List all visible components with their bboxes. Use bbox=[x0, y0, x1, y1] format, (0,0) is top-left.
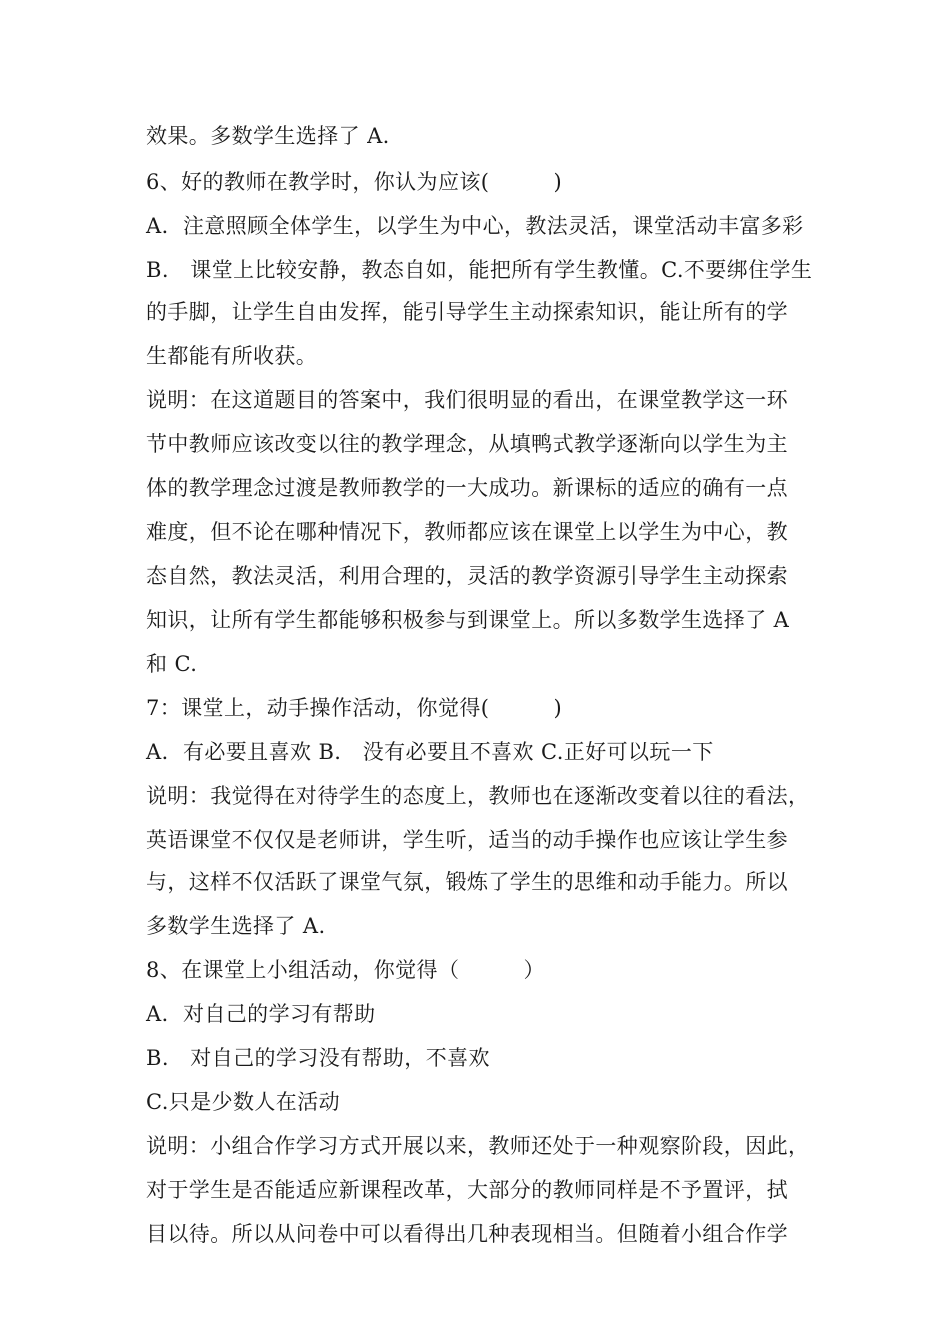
text-line: 体的教学理念过渡是教师教学的一大成功。新课标的适应的确有一点 bbox=[146, 476, 788, 500]
option-c: C.只是少数人在活动 bbox=[146, 1090, 340, 1114]
options-7: A．有必要且喜欢 B. 没有必要且不喜欢 C.正好可以玩一下 bbox=[146, 740, 714, 764]
text-line: 的手脚，让学生自由发挥，能引导学生主动探索知识，能让所有的学 bbox=[146, 300, 788, 324]
text-line: 和 C. bbox=[146, 652, 198, 676]
text-line: 难度，但不论在哪种情况下，教师都应该在课堂上以学生为中心，教 bbox=[146, 520, 788, 544]
text-line: 与，这样不仅活跃了课堂气氛，锻炼了学生的思维和动手能力。所以 bbox=[146, 870, 788, 894]
text-line: 多数学生选择了 A. bbox=[146, 914, 326, 938]
question-7: 7：课堂上，动手操作活动，你觉得( ) bbox=[146, 696, 563, 720]
option-a: A．注意照顾全体学生，以学生为中心，教法灵活，课堂活动丰富多彩 bbox=[146, 214, 804, 238]
explanation-line: 说明：我觉得在对待学生的态度上，教师也在逐渐改变着以往的看法， bbox=[146, 784, 810, 808]
text-line: 节中教师应该改变以往的教学理念，从填鸭式教学逐渐向以学生为主 bbox=[146, 432, 788, 456]
question-6: 6、好的教师在教学时，你认为应该( ) bbox=[146, 170, 563, 194]
text-line: 对于学生是否能适应新课程改革，大部分的教师同样是不予置评，拭 bbox=[146, 1178, 788, 1202]
text-line: 效果。多数学生选择了 A. bbox=[146, 124, 390, 148]
option-b: B. 对自己的学习没有帮助，不喜欢 bbox=[146, 1046, 490, 1070]
explanation-line: 说明：在这道题目的答案中，我们很明显的看出，在课堂教学这一环 bbox=[146, 388, 788, 412]
question-8: 8、在课堂上小组活动，你觉得（ ） bbox=[146, 958, 545, 982]
text-line: 态自然，教法灵活，利用合理的，灵活的教学资源引导学生主动探索 bbox=[146, 564, 788, 588]
text-line: 目以待。所以从问卷中可以看得出几种表现相当。但随着小组合作学 bbox=[146, 1222, 788, 1246]
explanation-line: 说明：小组合作学习方式开展以来，教师还处于一种观察阶段，因此， bbox=[146, 1134, 810, 1158]
text-line: 知识，让所有学生都能够积极参与到课堂上。所以多数学生选择了 A bbox=[146, 608, 790, 632]
text-line: 英语课堂不仅仅是老师讲，学生听，适当的动手操作也应该让学生参 bbox=[146, 828, 788, 852]
text-line: 生都能有所收获。 bbox=[146, 344, 318, 368]
option-a: A．对自己的学习有帮助 bbox=[146, 1002, 376, 1026]
option-b-c: B. 课堂上比较安静，教态自如，能把所有学生教懂。C.不要绑住学生 bbox=[146, 258, 813, 282]
